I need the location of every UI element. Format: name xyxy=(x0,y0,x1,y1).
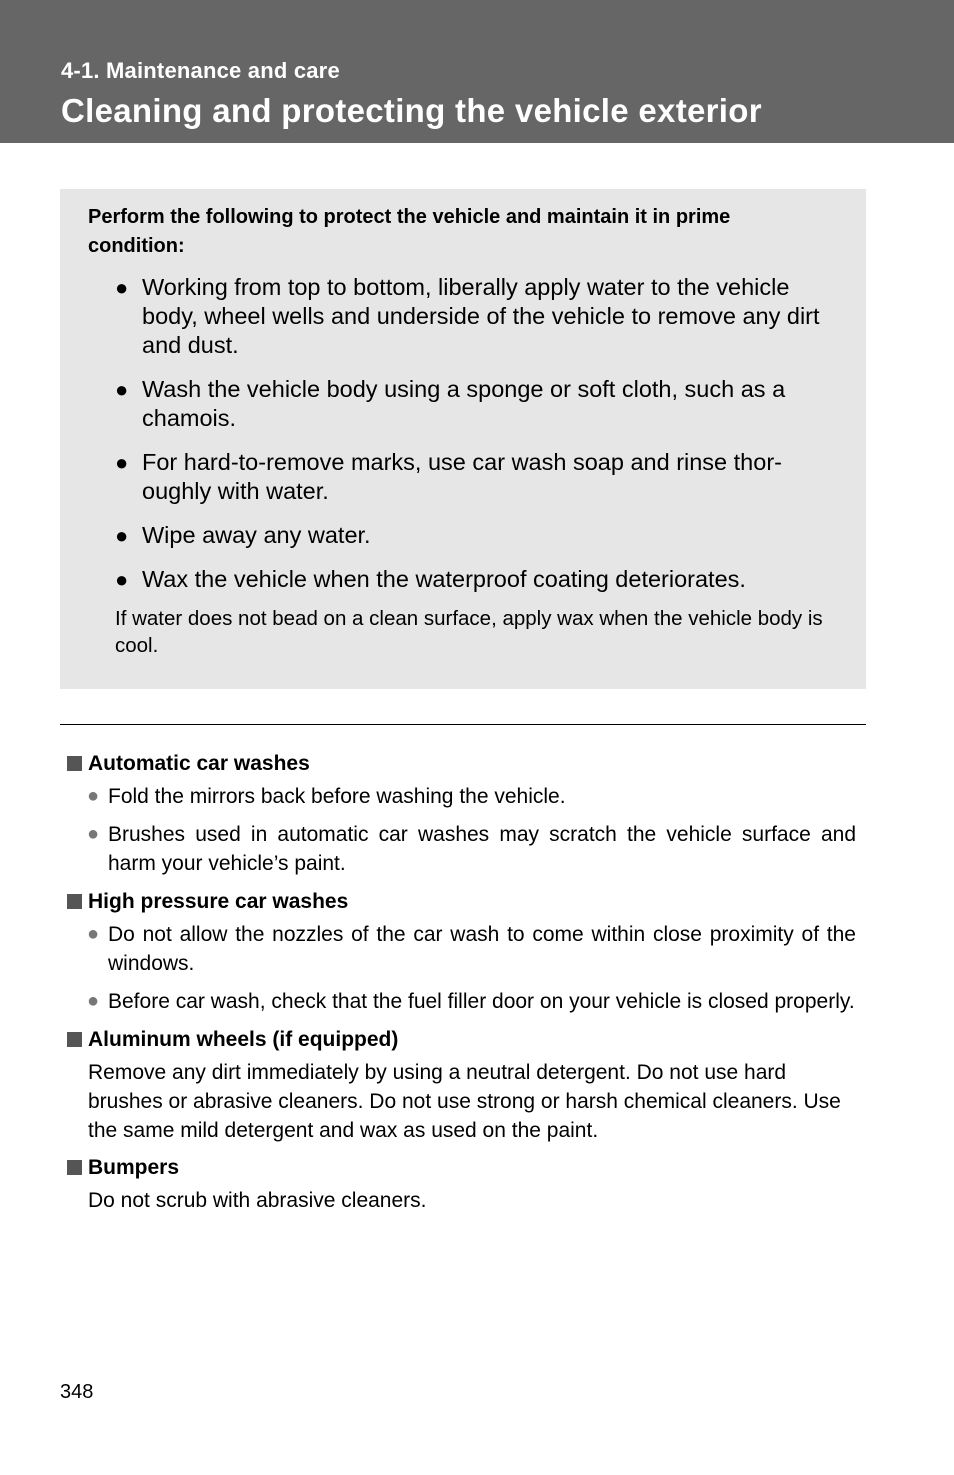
box-bullet-list xyxy=(88,273,832,594)
bullet-dot-icon: ● xyxy=(115,450,129,475)
subsection-list xyxy=(66,920,856,1016)
bullet-dot-icon: ● xyxy=(87,823,100,845)
bullet-dot-icon: ● xyxy=(87,785,100,807)
list-item: ● Brushes used in automatic car washes may scratch the vehicle surface and harm your vehicle’s paint. xyxy=(66,820,856,878)
box-bullet-item: ● Wash the vehicle body using a sponge or soft cloth, such as a chamois. xyxy=(115,376,786,431)
bullet-dot-icon: ● xyxy=(87,990,100,1012)
square-marker-icon xyxy=(67,756,82,771)
box-note: If water does not bead on a clean surface, apply wax when the vehicle body is cool. xyxy=(115,607,823,657)
page-header xyxy=(0,0,954,143)
subsection-title: Aluminum wheels (if equipped) xyxy=(66,1025,856,1054)
bullet-dot-icon: ● xyxy=(115,275,129,300)
subsection-automatic-car-washes xyxy=(66,749,856,878)
subsections xyxy=(66,749,856,1223)
subsection-title: High pressure car washes xyxy=(66,887,856,916)
subsection-title: Automatic car washes xyxy=(66,749,856,778)
divider xyxy=(60,724,866,725)
list-item: ● Do not allow the nozzles of the car wash to come within close proximity of the windows. xyxy=(66,920,856,978)
bullet-dot-icon: ● xyxy=(87,923,100,945)
box-bullet-item: ● Wipe away any water. xyxy=(115,522,371,548)
subsection-text: Remove any dirt immediately by using a neutral detergent. Do not use hard brushes or abrasive cleaners. Do not use strong or harsh chemical cleaners. Use the same mild detergent and wax as used on the paint. xyxy=(88,1061,841,1142)
subsection-list xyxy=(66,782,856,878)
subsection-text: Do not scrub with abrasive cleaners. xyxy=(88,1189,427,1212)
box-intro: Perform the following to protect the vehicle and maintain it in prime condition: xyxy=(88,206,731,257)
bullet-dot-icon: ● xyxy=(115,377,129,402)
square-marker-icon xyxy=(67,894,82,909)
subsection-title: Bumpers xyxy=(66,1153,856,1182)
square-marker-icon xyxy=(67,1032,82,1047)
subsection-high-pressure-car-washes xyxy=(66,887,856,1016)
box-bullet-item: ● Working from top to bottom, liberally apply water to the vehicle body, wheel wells and underside of the vehicle to remove any dirt and dust. xyxy=(115,274,820,358)
box-bullet-item: ● For hard-to-remove marks, use car wash soap and rinse thor-oughly with water. xyxy=(115,449,782,504)
bullet-dot-icon: ● xyxy=(115,523,129,548)
square-marker-icon xyxy=(67,1160,82,1175)
instruction-box xyxy=(60,189,866,689)
list-item: ● Before car wash, check that the fuel filler door on your vehicle is closed properly. xyxy=(66,987,856,1016)
subsection-aluminum-wheels xyxy=(66,1025,856,1145)
bullet-dot-icon: ● xyxy=(115,567,129,592)
page-number: 348 xyxy=(60,1381,94,1403)
page-title: Cleaning and protecting the vehicle exterior xyxy=(61,92,762,129)
box-bullet-item: ● Wax the vehicle when the waterproof coating deteriorates. xyxy=(115,566,746,592)
subsection-bumpers xyxy=(66,1153,856,1215)
section-label: 4-1. Maintenance and care xyxy=(61,58,340,83)
list-item: ● Fold the mirrors back before washing the vehicle. xyxy=(66,782,856,811)
